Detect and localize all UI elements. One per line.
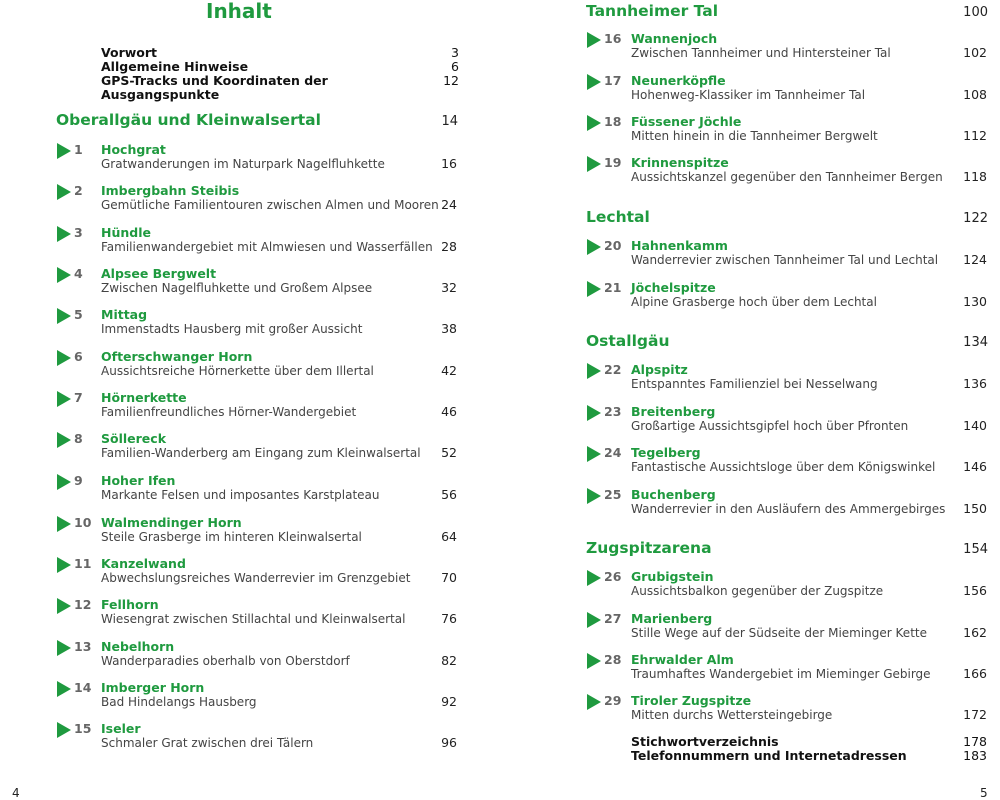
tour-number: 27 [604, 611, 622, 626]
section-heading-zugspitzarena[interactable] [586, 539, 988, 557]
triangle-bullet-icon [587, 281, 601, 297]
section-title: Oberallgäu und Kleinwalsertal [56, 111, 321, 129]
tour-page: 70 [441, 570, 457, 585]
tour-name: Neunerköpfle [631, 73, 726, 88]
toc-page: 183 [963, 748, 987, 763]
triangle-bullet-icon [587, 488, 601, 504]
tour-name: Hochgrat [101, 142, 166, 157]
tour-description: Mitten durchs Wettersteingebirge [631, 708, 833, 722]
tour-entry[interactable] [587, 693, 987, 725]
tour-description: Familienfreundliches Hörner-Wandergebiet [101, 405, 357, 419]
tour-description: Zwischen Nagelfluhkette und Großem Alpsee [101, 281, 373, 295]
triangle-bullet-icon [57, 640, 71, 656]
tour-page: 162 [963, 625, 987, 640]
tour-page: 112 [963, 128, 987, 143]
section-heading-ostallgaeu[interactable] [586, 332, 988, 350]
tour-page: 76 [441, 611, 457, 626]
tour-entry[interactable] [587, 155, 987, 187]
section-title: Lechtal [586, 208, 650, 226]
tour-description: Hohenweg-Klassiker im Tannheimer Tal [631, 88, 866, 102]
tour-name: Ehrwalder Alm [631, 652, 734, 667]
tour-entry[interactable] [587, 362, 987, 394]
tour-number: 17 [604, 73, 622, 88]
tour-number: 6 [74, 349, 83, 364]
section-heading-oberallgaeu[interactable] [56, 111, 458, 129]
triangle-bullet-icon [587, 694, 601, 710]
tour-description: Entspanntes Familienziel bei Nesselwang [631, 377, 878, 391]
tour-entry[interactable] [57, 721, 457, 753]
tour-entry[interactable] [57, 431, 457, 463]
tour-entry[interactable] [57, 639, 457, 671]
tour-name: Iseler [101, 721, 141, 736]
triangle-bullet-icon [587, 363, 601, 379]
tour-description: Aussichtskanzel gegenüber den Tannheimer Bergen [631, 170, 943, 184]
triangle-bullet-icon [57, 474, 71, 490]
tour-page: 130 [963, 294, 987, 309]
tour-name: Grubigstein [631, 569, 714, 584]
tour-description: Alpine Grasberge hoch über dem Lechtal [631, 295, 877, 309]
tour-description: Zwischen Tannheimer und Hintersteiner Tal [631, 46, 891, 60]
toc-page: 6 [451, 59, 459, 74]
tour-entry[interactable] [587, 238, 987, 270]
triangle-bullet-icon [57, 350, 71, 366]
tour-number: 21 [604, 280, 622, 295]
tour-description: Fantastische Aussichtsloge über dem Königswinkel [631, 460, 936, 474]
tour-entry[interactable] [57, 390, 457, 422]
triangle-bullet-icon [587, 405, 601, 421]
tour-number: 20 [604, 238, 622, 253]
tour-number: 7 [74, 390, 83, 405]
tour-page: 146 [963, 459, 987, 474]
tour-name: Alpspitz [631, 362, 688, 377]
triangle-bullet-icon [57, 391, 71, 407]
tour-entry[interactable] [57, 473, 457, 505]
toc-item-stichwortverzeichnis[interactable] [631, 735, 987, 749]
tour-number: 16 [604, 31, 622, 46]
tour-page: 172 [963, 707, 987, 722]
tour-number: 8 [74, 431, 83, 446]
tour-description: Schmaler Grat zwischen drei Tälern [101, 736, 314, 750]
tour-entry[interactable] [57, 597, 457, 629]
toc-label: Vorwort [101, 45, 158, 60]
tour-page: 96 [441, 735, 457, 750]
tour-number: 10 [74, 515, 92, 530]
tour-page: 52 [441, 445, 457, 460]
section-title: Zugspitzarena [586, 539, 712, 557]
tour-entry[interactable] [587, 569, 987, 601]
tour-entry[interactable] [587, 280, 987, 312]
toc-label: Allgemeine Hinweise [101, 59, 249, 74]
front-matter-list [101, 46, 459, 102]
tour-number: 4 [74, 266, 83, 281]
tour-name: Ofterschwanger Horn [101, 349, 253, 364]
tour-number: 5 [74, 307, 83, 322]
toc-label: Stichwortverzeichnis [631, 734, 779, 749]
tour-entry[interactable] [57, 266, 457, 298]
tour-page: 92 [441, 694, 457, 709]
tour-name: Tiroler Zugspitze [631, 693, 752, 708]
triangle-bullet-icon [587, 239, 601, 255]
right-page [500, 0, 1000, 800]
toc-label: GPS-Tracks und Koordinaten der Ausgangspunkte [101, 73, 328, 102]
section-page: 154 [963, 542, 988, 557]
tour-page: 38 [441, 321, 457, 336]
tour-description: Wiesengrat zwischen Stillachtal und Kleinwalsertal [101, 612, 406, 626]
tour-page: 166 [963, 666, 987, 681]
tour-number: 18 [604, 114, 622, 129]
triangle-bullet-icon [587, 156, 601, 172]
tour-page: 108 [963, 87, 987, 102]
tour-name: Walmendinger Horn [101, 515, 242, 530]
tour-number: 13 [74, 639, 92, 654]
tour-description: Großartige Aussichtsgipfel hoch über Pfronten [631, 419, 909, 433]
tour-number: 23 [604, 404, 622, 419]
section-page: 14 [441, 114, 458, 129]
tour-page: 102 [963, 45, 987, 60]
tour-entry[interactable] [57, 183, 457, 215]
triangle-bullet-icon [587, 115, 601, 131]
tour-page: 24 [441, 197, 457, 212]
section-page: 122 [963, 211, 988, 226]
tour-entry[interactable] [57, 307, 457, 339]
toc-page: 3 [451, 45, 459, 60]
tour-description: Abwechslungsreiches Wanderrevier im Grenzgebiet [101, 571, 411, 585]
toc-item-gps[interactable] [101, 74, 459, 102]
tour-page: 56 [441, 487, 457, 502]
page-number-right: 5 [980, 786, 988, 800]
tour-description: Wanderrevier zwischen Tannheimer Tal und Lechtal [631, 253, 939, 267]
tour-name: Hündle [101, 225, 151, 240]
tour-entry[interactable] [587, 31, 987, 63]
back-matter-list [631, 735, 987, 763]
tour-number: 15 [74, 721, 92, 736]
tour-page: 46 [441, 404, 457, 419]
triangle-bullet-icon [57, 143, 71, 159]
tour-number: 22 [604, 362, 622, 377]
tour-number: 2 [74, 183, 83, 198]
triangle-bullet-icon [57, 308, 71, 324]
tour-page: 136 [963, 376, 987, 391]
tour-description: Gemütliche Familientouren zwischen Almen und Mooren [101, 198, 439, 212]
tour-entry[interactable] [57, 680, 457, 712]
tour-page: 124 [963, 252, 987, 267]
tour-name: Kanzelwand [101, 556, 186, 571]
triangle-bullet-icon [587, 446, 601, 462]
triangle-bullet-icon [587, 612, 601, 628]
triangle-bullet-icon [587, 32, 601, 48]
tour-name: Buchenberg [631, 487, 716, 502]
tour-page: 16 [441, 156, 457, 171]
triangle-bullet-icon [587, 570, 601, 586]
tour-page: 42 [441, 363, 457, 378]
triangle-bullet-icon [57, 267, 71, 283]
tour-number: 29 [604, 693, 622, 708]
tour-entry[interactable] [57, 556, 457, 588]
tour-page: 32 [441, 280, 457, 295]
tour-name: Söllereck [101, 431, 167, 446]
section-title: Tannheimer Tal [586, 2, 719, 20]
triangle-bullet-icon [587, 74, 601, 90]
tour-description: Wanderparadies oberhalb von Oberstdorf [101, 654, 350, 668]
triangle-bullet-icon [57, 681, 71, 697]
tour-description: Traumhaftes Wandergebiet im Mieminger Gebirge [631, 667, 931, 681]
toc-label: Telefonnummern und Internetadressen [631, 748, 907, 763]
tour-name: Tegelberg [631, 445, 701, 460]
toc-item-hinweise[interactable] [101, 60, 459, 74]
triangle-bullet-icon [57, 598, 71, 614]
tour-name: Jöchelspitze [631, 280, 716, 295]
triangle-bullet-icon [57, 516, 71, 532]
tour-page: 64 [441, 529, 457, 544]
triangle-bullet-icon [57, 722, 71, 738]
tour-number: 11 [74, 556, 92, 571]
tour-page: 118 [963, 169, 987, 184]
tour-page: 140 [963, 418, 987, 433]
tour-entry[interactable] [57, 142, 457, 174]
tour-name: Hoher Ifen [101, 473, 176, 488]
tour-name: Hörnerkette [101, 390, 187, 405]
tour-number: 14 [74, 680, 92, 695]
tour-number: 3 [74, 225, 83, 240]
toc-page: 12 [443, 73, 459, 88]
tour-entry[interactable] [587, 73, 987, 105]
tour-description: Aussichtsbalkon gegenüber der Zugspitze [631, 584, 884, 598]
triangle-bullet-icon [57, 184, 71, 200]
tour-description: Wanderrevier in den Ausläufern des Ammergebirges [631, 502, 946, 516]
tour-entry[interactable] [587, 114, 987, 146]
tour-page: 156 [963, 583, 987, 598]
toc-item-vorwort[interactable] [101, 46, 459, 60]
section-page: 100 [963, 5, 988, 20]
section-title: Ostallgäu [586, 332, 670, 350]
tour-number: 26 [604, 569, 622, 584]
tour-name: Fellhorn [101, 597, 159, 612]
triangle-bullet-icon [57, 226, 71, 242]
tour-description: Markante Felsen und imposantes Karstplateau [101, 488, 380, 502]
tour-name: Alpsee Bergwelt [101, 266, 217, 281]
tour-name: Imbergbahn Steibis [101, 183, 240, 198]
tour-entry[interactable] [587, 652, 987, 684]
tour-description: Familien-Wanderberg am Eingang zum Kleinwalsertal [101, 446, 421, 460]
page-title: Inhalt [206, 0, 272, 23]
tour-entry[interactable] [57, 515, 457, 547]
tour-entry[interactable] [587, 611, 987, 643]
tour-name: Krinnenspitze [631, 155, 729, 170]
tour-description: Familienwandergebiet mit Almwiesen und Wasserfällen [101, 240, 433, 254]
tour-entry[interactable] [587, 404, 987, 436]
tour-name: Nebelhorn [101, 639, 175, 654]
tour-page: 28 [441, 239, 457, 254]
tour-description: Steile Grasberge im hinteren Kleinwalsertal [101, 530, 362, 544]
tour-description: Stille Wege auf der Südseite der Mieminger Kette [631, 626, 927, 640]
tour-page: 150 [963, 501, 987, 516]
page-number-left: 4 [12, 786, 20, 800]
tour-number: 25 [604, 487, 622, 502]
tour-page: 82 [441, 653, 457, 668]
tour-name: Hahnenkamm [631, 238, 728, 253]
tour-entry[interactable] [57, 225, 457, 257]
tour-number: 19 [604, 155, 622, 170]
tour-description: Mitten hinein in die Tannheimer Bergwelt [631, 129, 878, 143]
tour-name: Mittag [101, 307, 148, 322]
tour-description: Bad Hindelangs Hausberg [101, 695, 257, 709]
tour-name: Breitenberg [631, 404, 716, 419]
tour-number: 1 [74, 142, 83, 157]
tour-description: Gratwanderungen im Naturpark Nagelfluhkette [101, 157, 385, 171]
tour-name: Füssener Jöchle [631, 114, 742, 129]
tour-number: 28 [604, 652, 622, 667]
section-page: 134 [963, 335, 988, 350]
tour-entry[interactable] [587, 487, 987, 519]
tour-description: Aussichtsreiche Hörnerkette über dem Illertal [101, 364, 374, 378]
tour-entry[interactable] [57, 349, 457, 381]
tour-number: 9 [74, 473, 83, 488]
tour-entry[interactable] [587, 445, 987, 477]
tour-name: Imberger Horn [101, 680, 205, 695]
tour-description: Immenstadts Hausberg mit großer Aussicht [101, 322, 363, 336]
section-heading-tannheimer-tal[interactable] [586, 2, 988, 20]
triangle-bullet-icon [57, 557, 71, 573]
triangle-bullet-icon [587, 653, 601, 669]
tour-number: 12 [74, 597, 92, 612]
toc-page: 178 [963, 734, 987, 749]
triangle-bullet-icon [57, 432, 71, 448]
toc-item-telefonnummern[interactable] [631, 749, 987, 763]
tour-number: 24 [604, 445, 622, 460]
section-heading-lechtal[interactable] [586, 208, 988, 226]
tour-name: Wannenjoch [631, 31, 718, 46]
tour-name: Marienberg [631, 611, 713, 626]
